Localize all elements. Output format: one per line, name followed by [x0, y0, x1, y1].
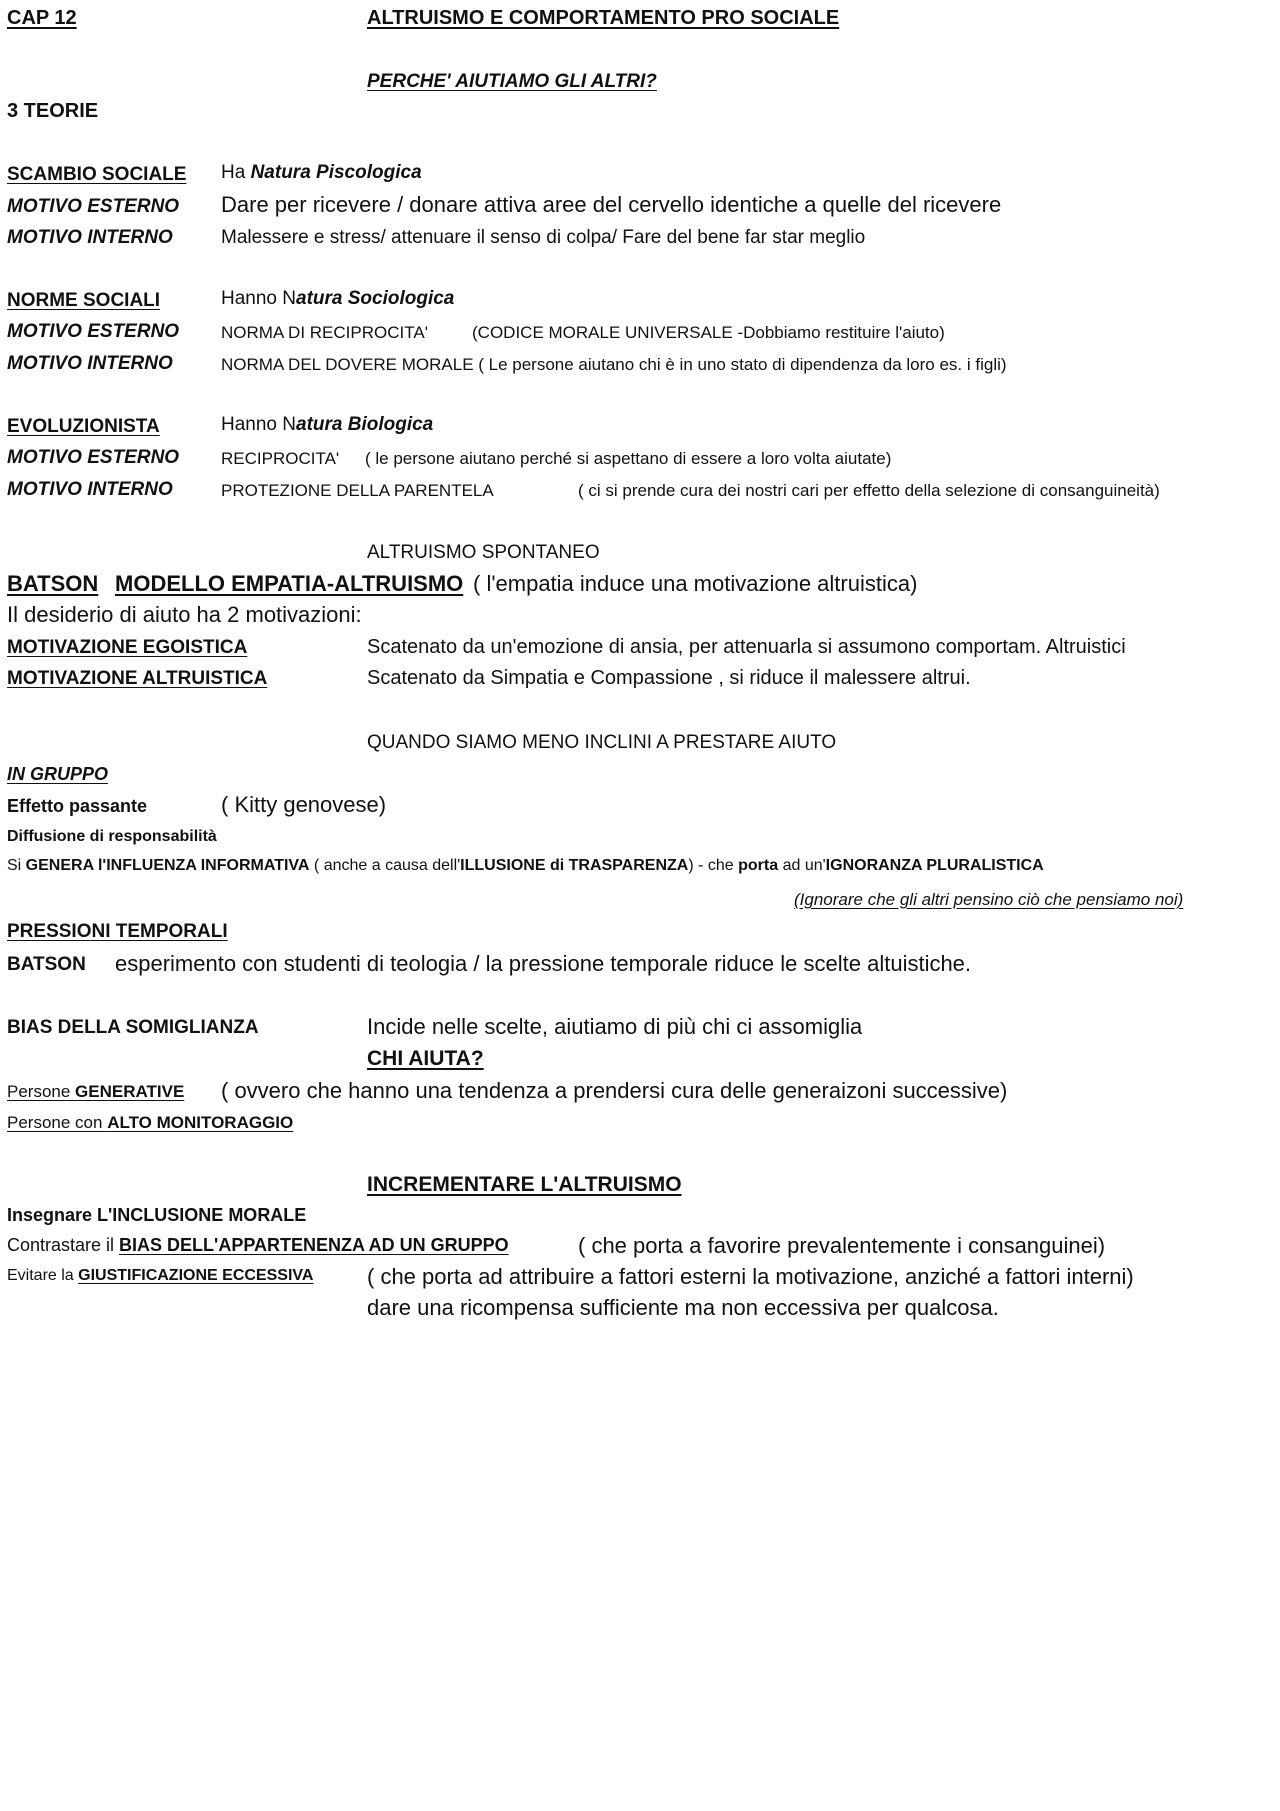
ignoranza-note: (Ignorare che gli altri pensino ciò che pensiamo noi)	[794, 890, 1184, 909]
evitare-note-2: dare una ricompensa sufficiente ma non eccessiva per qualcosa.	[367, 1295, 999, 1320]
passante-note: ( Kitty genovese)	[221, 792, 387, 817]
contrastare-bias: Contrastare il BIAS DELL'APPARTENENZA AD UN GRUPPO	[7, 1235, 509, 1255]
contrastare-note: ( che porta a favorire prevalentemente i consanguinei)	[578, 1233, 1106, 1258]
scambio-int-label: MOTIVO INTERNO	[7, 227, 173, 248]
ego-text: Scatenato da un'emozione di ansia, per attenuarla si assumono comportam. Altruistici	[367, 636, 1126, 658]
incrementare-heading: INCREMENTARE L'ALTRUISMO	[367, 1173, 682, 1196]
altr-text: Scatenato da Simpatia e Compassione , si riduce il malessere altrui.	[367, 667, 971, 689]
scambio-ext-text: Dare per ricevere / donare attiva aree del cervello identiche a quelle del ricevere	[221, 192, 1002, 217]
model-note: ( l'empatia induce una motivazione altruistica)	[473, 571, 918, 596]
inclusione-morale: Insegnare L'INCLUSIONE MORALE	[7, 1205, 307, 1225]
generative-label: Persone GENERATIVE	[7, 1082, 185, 1101]
evoluzionista-ext-text: RECIPROCITA'	[221, 449, 340, 468]
evoluzionista-int-note: ( ci si prende cura dei nostri cari per effetto della selezione di consanguineità)	[578, 481, 1160, 500]
norme-nature: Hanno Natura Sociologica	[221, 288, 455, 309]
batson-label: BATSON	[7, 571, 99, 596]
theories-label: 3 TEORIE	[7, 100, 99, 122]
page-title: ALTRUISMO E COMPORTAMENTO PRO SOCIALE	[367, 7, 840, 29]
motivazioni-intro: Il desiderio di aiuto ha 2 motivazioni:	[7, 602, 362, 627]
norme-int-text: NORMA DEL DOVERE MORALE ( Le persone aiutano chi è in uno stato di dipendenza da loro es. i figli)	[221, 355, 1007, 374]
scambio-int-text: Malessere e stress/ attenuare il senso di colpa/ Fare del bene far star meglio	[221, 227, 866, 248]
norme-ext-label: MOTIVO ESTERNO	[7, 321, 180, 342]
scambio-label: SCAMBIO SOCIALE	[7, 164, 187, 185]
batson-pressioni-text: esperimento con studenti di teologia / la pressione temporale riduce le scelte altuistiche.	[115, 951, 972, 976]
norme-label: NORME SOCIALI	[7, 290, 161, 311]
evoluzionista-label: EVOLUZIONISTA	[7, 416, 160, 437]
chi-aiuta-heading: CHI AIUTA?	[367, 1047, 484, 1070]
norme-ext-text: NORMA DI RECIPROCITA'	[221, 323, 428, 342]
ego-label: MOTIVAZIONE EGOISTICA	[7, 637, 248, 658]
altr-label: MOTIVAZIONE ALTRUISTICA	[7, 668, 268, 689]
meno-inclini-heading: QUANDO SIAMO MENO INCLINI A PRESTARE AIUTO	[367, 732, 837, 753]
page-question: PERCHE' AIUTIAMO GLI ALTRI?	[367, 71, 657, 92]
diffusione-label: Diffusione di responsabilità	[7, 828, 217, 845]
evoluzionista-ext-note: ( le persone aiutano perché si aspettano di essere a loro volta aiutate)	[365, 449, 892, 468]
batson-pressioni-label: BATSON	[7, 954, 86, 975]
evoluzionista-int-text: PROTEZIONE DELLA PARENTELA	[221, 481, 494, 500]
spontaneo-heading: ALTRUISMO SPONTANEO	[367, 542, 600, 563]
pressioni-label: PRESSIONI TEMPORALI	[7, 921, 228, 942]
evitare-note-1: ( che porta ad attribuire a fattori esterni la motivazione, anziché a fattori interni)	[367, 1264, 1134, 1289]
in-gruppo-label: IN GRUPPO	[7, 764, 109, 784]
generative-note: ( ovvero che hanno una tendenza a prendersi cura delle generaizoni successive)	[221, 1078, 1008, 1103]
passante-label: Effetto passante	[7, 796, 148, 816]
bias-somiglianza-label: BIAS DELLA SOMIGLIANZA	[7, 1017, 259, 1038]
bias-somiglianza-text: Incide nelle scelte, aiutiamo di più chi ci assomiglia	[367, 1014, 863, 1039]
norme-ext-note: (CODICE MORALE UNIVERSALE -Dobbiamo restituire l'aiuto)	[472, 323, 945, 342]
scambio-ext-label: MOTIVO ESTERNO	[7, 196, 180, 217]
scambio-nature: Ha Natura Piscologica	[221, 162, 422, 183]
evoluzionista-int-label: MOTIVO INTERNO	[7, 479, 173, 500]
chapter-label: CAP 12	[7, 7, 77, 29]
norme-int-label: MOTIVO INTERNO	[7, 353, 173, 374]
model-label: MODELLO EMPATIA-ALTRUISMO	[115, 571, 464, 596]
monitoraggio-label: Persone con ALTO MONITORAGGIO	[7, 1113, 294, 1132]
influenza-line: Si GENERA l'INFLUENZA INFORMATIVA ( anche a causa dell'ILLUSIONE di TRASPARENZA) - che porta ad un'IGNORANZA PLURALISTICA	[7, 857, 1044, 874]
evoluzionista-ext-label: MOTIVO ESTERNO	[7, 447, 180, 468]
evitare-giustificazione: Evitare la GIUSTIFICAZIONE ECCESSIVA	[7, 1267, 314, 1284]
evoluzionista-nature: Hanno Natura Biologica	[221, 414, 434, 435]
